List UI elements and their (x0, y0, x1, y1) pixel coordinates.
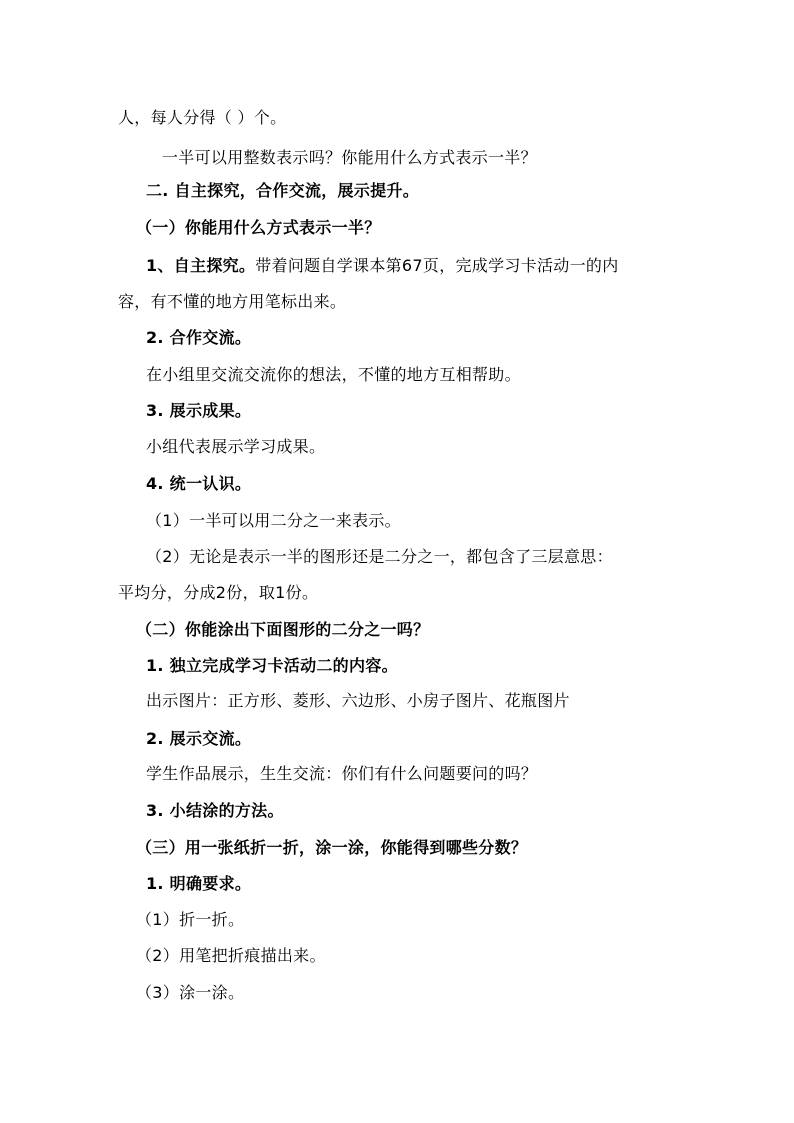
text-line: 出示图片：正方形、菱形、六边形、小房子图片、花瓶图片 (146, 691, 570, 710)
text-line: 在小组里交流交流你的想法，不懂的地方互相帮助。 (146, 365, 521, 384)
step-heading: 4. 统一认识。 (146, 474, 252, 493)
text-line: （2）无论是表示一半的图形还是二分之一，都包含了三层意思： (146, 547, 613, 566)
text-line: 小组代表展示学习成果。 (146, 437, 326, 456)
text-line: 平均分，分成2份，取1份。 (118, 583, 319, 602)
section-heading: 二. 自主探究，合作交流，展示提升。 (146, 181, 420, 200)
step-label: 1、自主探究。 (146, 256, 256, 275)
step-heading: 1. 独立完成学习卡活动二的内容。 (146, 656, 398, 675)
text-line: 一半可以用整数表示吗？你能用什么方式表示一半？ (162, 148, 537, 167)
text-line: （1）折一折。 (136, 910, 245, 929)
subsection-heading: （三）用一张纸折一折，涂一涂，你能得到哪些分数？ (136, 838, 528, 857)
step-heading: 1. 明确要求。 (146, 874, 252, 893)
text-line: （2）用笔把折痕描出来。 (136, 946, 326, 965)
text-line: （1）一半可以用二分之一来表示。 (146, 511, 401, 530)
step-heading: 2. 合作交流。 (146, 328, 252, 347)
subsection-heading: （二）你能涂出下面图形的二分之一吗？ (136, 620, 430, 639)
step-heading: 2. 展示交流。 (146, 729, 252, 748)
text-line: 学生作品展示，生生交流：你们有什么问题要问的吗？ (146, 764, 538, 783)
step-text: 带着问题自学课本第67页，完成学习卡活动一的内 (255, 256, 619, 275)
step-heading: 3. 展示成果。 (146, 401, 252, 420)
text-line (146, 256, 619, 276)
subsection-heading: （一）你能用什么方式表示一半？ (136, 218, 381, 237)
text-line: 人，每人分得（ ）个。 (118, 108, 287, 127)
text-line: （3）涂一涂。 (136, 983, 245, 1002)
step-heading: 3. 小结涂的方法。 (146, 801, 284, 820)
text-line: 容，有不懂的地方用笔标出来。 (118, 292, 347, 311)
